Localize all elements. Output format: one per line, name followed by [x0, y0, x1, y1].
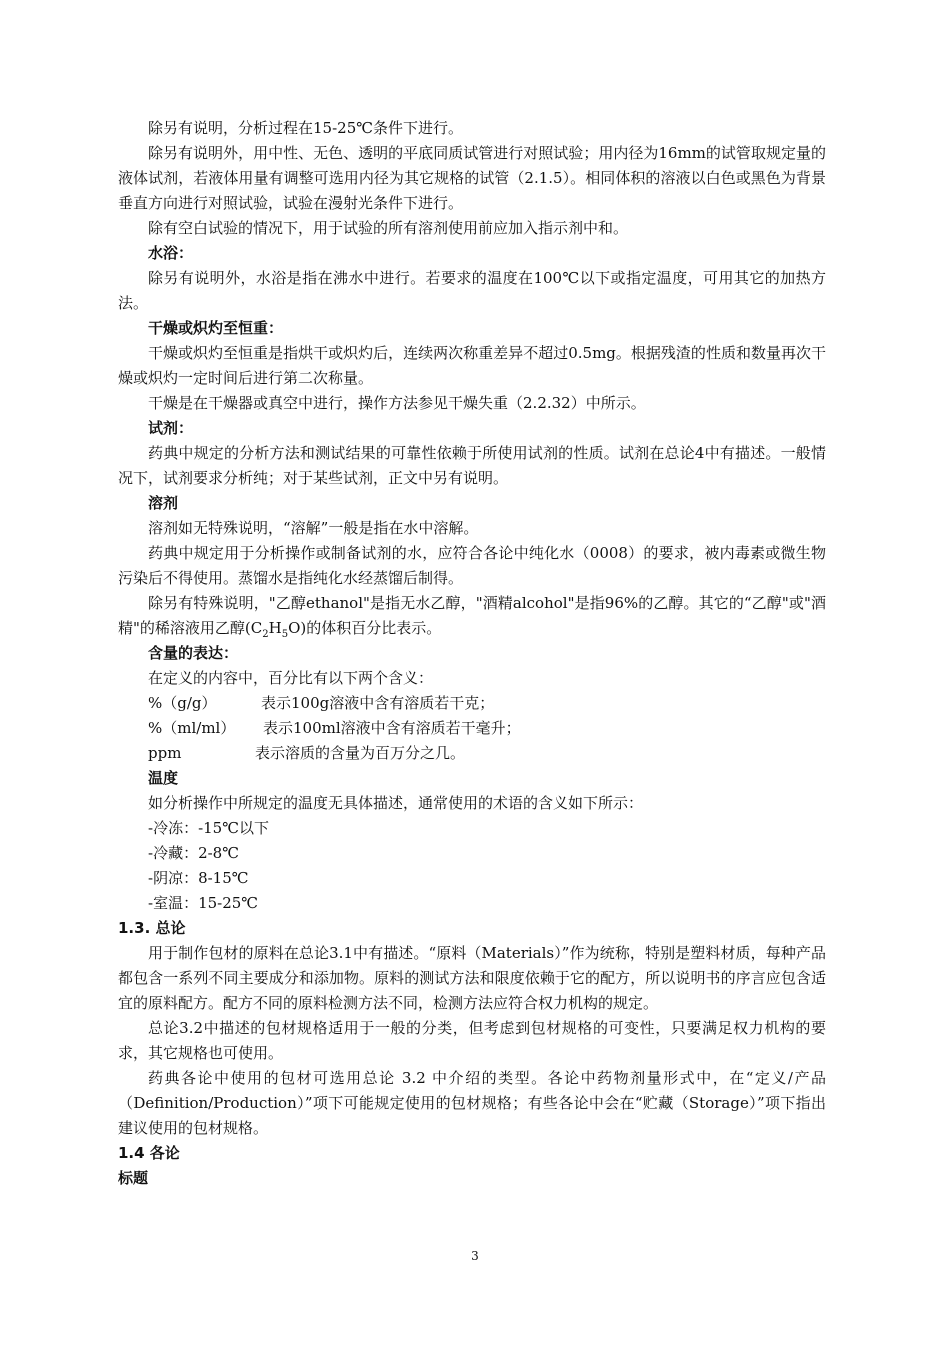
text-fragment: H: [268, 619, 282, 637]
paragraph: 干燥或炽灼至恒重是指烘干或炽灼后，连续两次称重差异不超过0.5mg。根据残渣的性质和数量再次干燥或炽灼一定时间后进行第二次称量。: [118, 344, 826, 387]
paragraph: 除另有说明外，用中性、无色、透明的平底同质试管进行对照试验；用内径为16mm的试管取规定量的液体试剂，若液体用量有调整可选用内径为其它规格的试管（2.1.5）。相同体积的溶液以白色或黑色为背景垂直方向进行对照试验，试验在漫射光条件下进行。: [118, 144, 826, 212]
heading-content-expression: 含量的表达：: [148, 644, 239, 662]
subscript: 2: [262, 629, 269, 640]
unit-definition-row: [118, 716, 826, 741]
unit-term: ppm: [148, 744, 182, 762]
temperature-term: -阴凉：8-15℃: [148, 869, 249, 887]
section-heading-1-3: 1.3. 总论: [118, 919, 186, 937]
text-fragment: O)的体积百分比表示。: [288, 619, 442, 637]
paragraph: 除另有说明，分析过程在15-25℃条件下进行。: [148, 119, 464, 137]
heading-solvents: 溶剂: [148, 494, 179, 512]
section-heading-1-4: 1.4 各论: [118, 1144, 180, 1162]
heading-temperature: 温度: [148, 769, 179, 787]
unit-term: %（g/g）: [148, 694, 217, 712]
heading-reagents: 试剂：: [148, 419, 194, 437]
subscript: 5: [281, 629, 289, 640]
unit-definition-row: [118, 741, 826, 766]
paragraph: 如分析操作中所规定的温度无具体描述，通常使用的术语的含义如下所示：: [148, 794, 644, 812]
unit-definition: 表示100g溶液中含有溶质若干克；: [261, 694, 495, 712]
unit-definition-row: [118, 691, 826, 716]
temperature-term: -室温：15-25℃: [148, 894, 259, 912]
paragraph: 在定义的内容中，百分比有以下两个含义：: [148, 669, 434, 687]
unit-term: %（ml/ml）: [148, 719, 236, 737]
paragraph: 干燥是在干燥器或真空中进行，操作方法参见干燥失重（2.2.32）中所示。: [148, 394, 646, 412]
paragraph: 总论3.2中描述的包材规格适用于一般的分类，但考虑到包材规格的可变性，只要满足权力机构的要求，其它规格也可使用。: [118, 1019, 826, 1062]
paragraph: 溶剂如无特殊说明，“溶解”一般是指在水中溶解。: [148, 519, 479, 537]
paragraph: 用于制作包材的原料在总论3.1中有描述。“原料（Materials）”作为统称，特别是塑料材质，每种产品都包含一系列不同主要成分和添加物。原料的测试方法和限度依赖于它的配方，所以说明书的序言应包含适宜的原料配方。配方不同的原料检测方法不同，检测方法应符合权力机构的规定。: [118, 944, 826, 1012]
subheading-title: 标题: [118, 1169, 149, 1187]
text-fragment: 除另有特殊说明，"乙醇ethanol"是指无水乙醇，"酒精alcohol"是指96%的乙醇。其它的“乙醇"或"酒精"的稀溶液用乙醇(C: [118, 594, 826, 637]
paragraph: 药典中规定的分析方法和测试结果的可靠性依赖于所使用试剂的性质。试剂在总论4中有描述。一般情况下，试剂要求分析纯；对于某些试剂，正文中另有说明。: [118, 444, 826, 487]
paragraph: 除有空白试验的情况下，用于试验的所有溶剂使用前应加入指示剂中和。: [148, 219, 629, 237]
heading-drying: 干燥或炽灼至恒重：: [148, 319, 284, 337]
unit-definition: 表示100ml溶液中含有溶质若干毫升；: [263, 719, 521, 737]
paragraph: 药典各论中使用的包材可选用总论 3.2 中介绍的类型。各论中药物剂量形式中，在“定义/产品（Definition/Production）”项下可能规定使用的包材规格；有些各论中会在“贮藏（Storage）”项下指出建议使用的包材规格。: [118, 1069, 826, 1137]
unit-definition: 表示溶质的含量为百万分之几。: [255, 744, 466, 762]
paragraph: 除另有说明外，水浴是指在沸水中进行。若要求的温度在100℃以下或指定温度，可用其它的加热方法。: [118, 269, 826, 312]
heading-water-bath: 水浴：: [148, 244, 194, 262]
temperature-term: -冷冻：-15℃以下: [148, 819, 270, 837]
paragraph: 药典中规定用于分析操作或制备试剂的水，应符合各论中纯化水（0008）的要求，被内毒素或微生物污染后不得使用。蒸馏水是指纯化水经蒸馏后制得。: [118, 544, 826, 587]
temperature-term: -冷藏：2-8℃: [148, 844, 240, 862]
page-number: 3: [471, 1249, 479, 1263]
document-body: [118, 116, 826, 1191]
paragraph-ethanol: [118, 591, 826, 641]
